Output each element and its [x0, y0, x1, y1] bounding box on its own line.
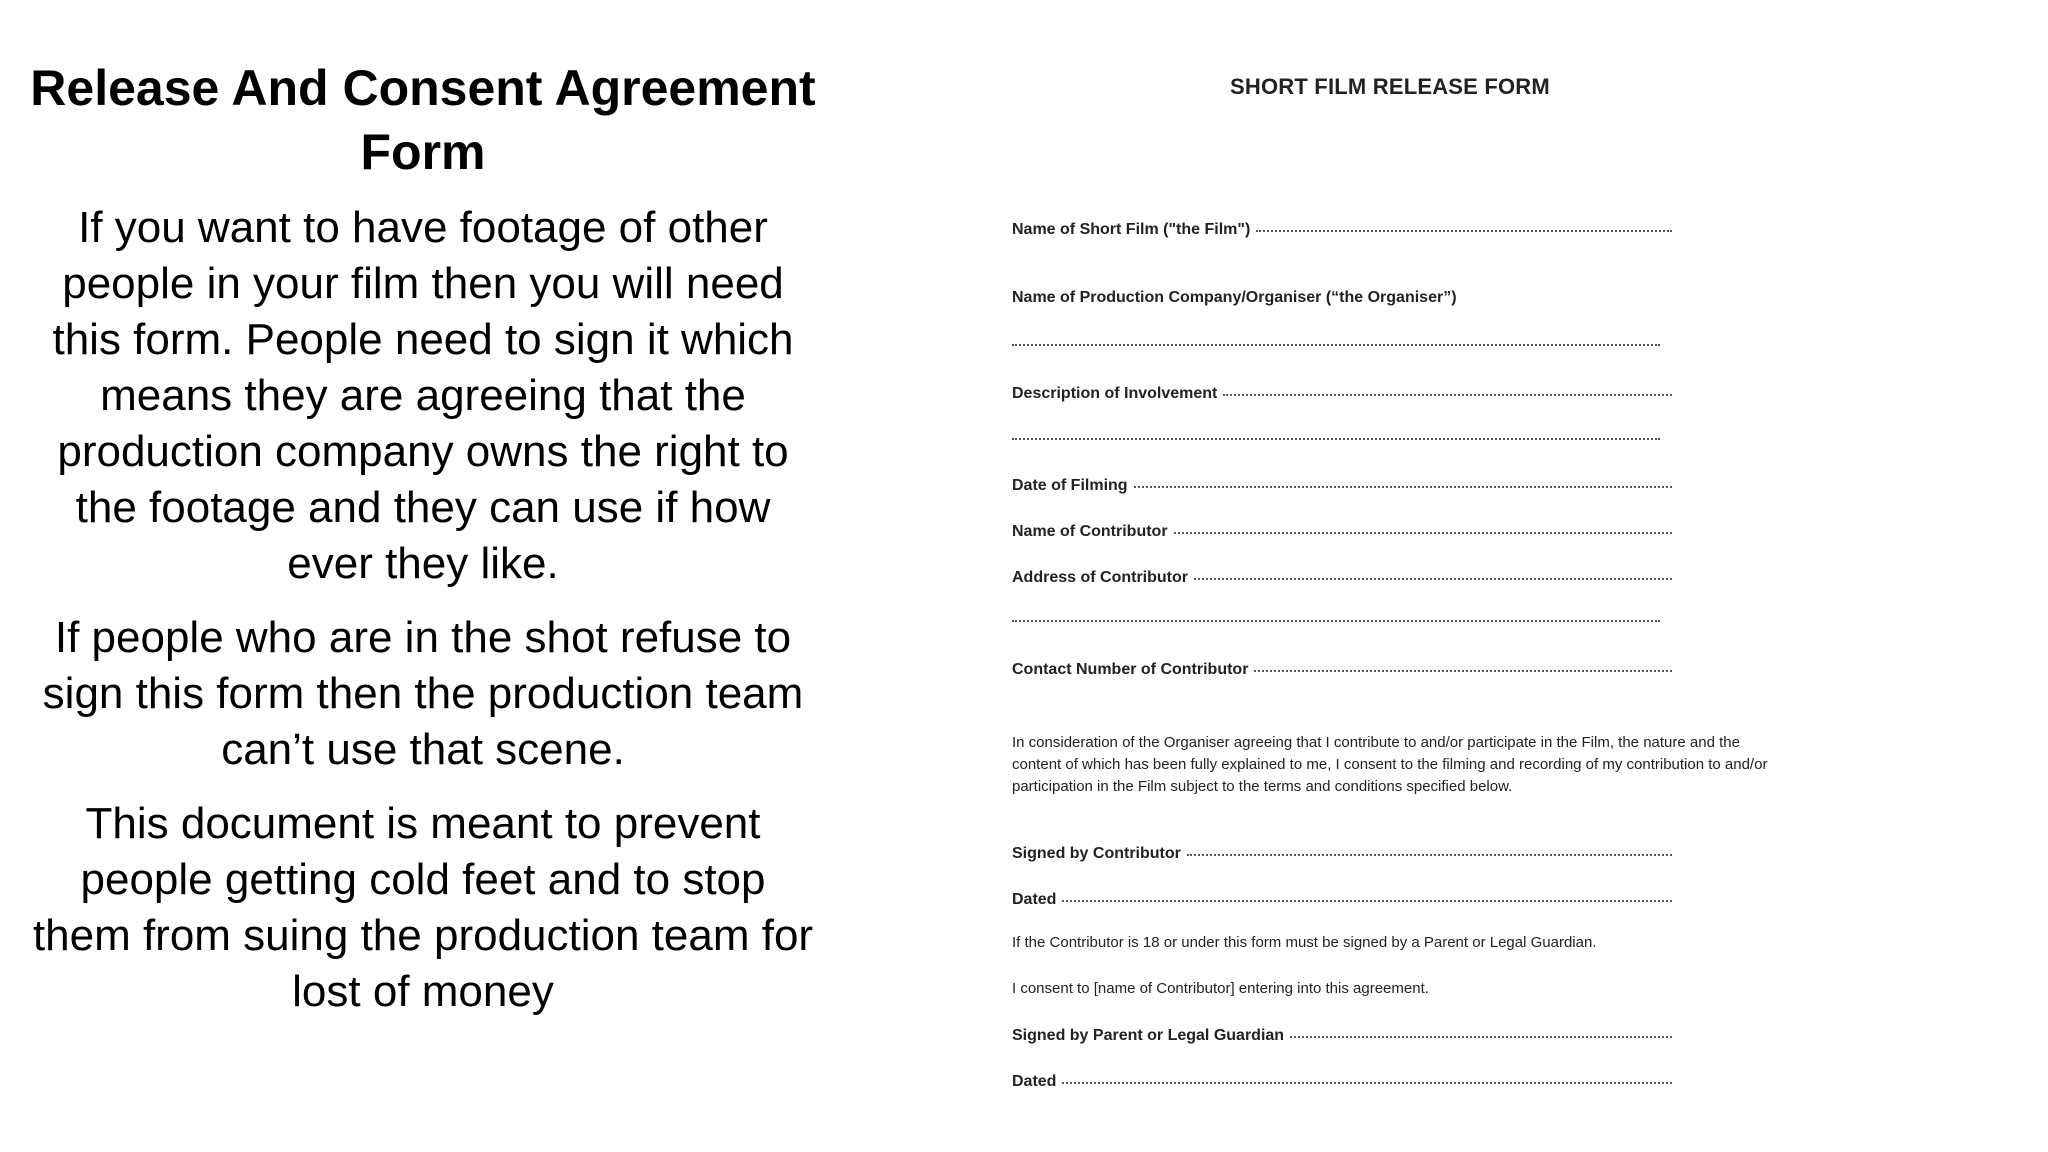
field-label: Dated [1012, 891, 1057, 908]
field-label: Contact Number of Contributor [1012, 661, 1249, 678]
fill-line [1012, 438, 1660, 440]
field-date-filming [1012, 474, 1672, 496]
field-contact-number [1012, 658, 1672, 680]
field-label: Name of Production Company/Organiser (“the Organiser”) [1012, 289, 1457, 306]
fill-line [1174, 520, 1672, 534]
fill-line [1223, 382, 1672, 396]
fill-line [1012, 620, 1660, 622]
field-company [1012, 288, 1672, 308]
field-label: Name of Short Film ("the Film") [1012, 221, 1251, 238]
consent-paragraph: In consideration of the Organiser agreeing that I contribute to and/or participate in the Film, the nature and the content of which has been fully explained to me, I consent to the filming and recording of my contribution to and/or participation in the Film subject to the terms and conditions specified below. [1012, 734, 1768, 795]
slide-title: Release And Consent Agreement Form [30, 60, 816, 180]
slide-text-column [28, 56, 818, 1038]
fill-line [1290, 1024, 1672, 1038]
field-film-name [1012, 218, 1672, 240]
field-contributor-name [1012, 520, 1672, 542]
field-label: Signed by Parent or Legal Guardian [1012, 1027, 1285, 1044]
field-signed-contributor [1012, 842, 1672, 864]
fill-line [1194, 566, 1672, 580]
field-dated-2 [1012, 1070, 1672, 1092]
paragraph-3: This document is meant to prevent people getting cold feet and to stop them from suing the production team for lost of money [32, 799, 814, 1016]
fill-line [1012, 344, 1660, 346]
field-label: Name of Contributor [1012, 523, 1168, 540]
paragraph-2: If people who are in the shot refuse to sign this form then the production team can’t use that scene. [42, 613, 804, 774]
field-dated-1 [1012, 888, 1672, 910]
field-signed-guardian [1012, 1024, 1672, 1046]
release-form-image [990, 40, 1810, 1120]
guardian-note: If the Contributor is 18 or under this form must be signed by a Parent or Legal Guardian. [1012, 934, 1597, 951]
field-label: Address of Contributor [1012, 569, 1188, 586]
field-label: Date of Filming [1012, 477, 1128, 494]
fill-line [1062, 888, 1672, 902]
fill-line [1256, 218, 1672, 232]
field-label: Dated [1012, 1073, 1057, 1090]
fill-line [1062, 1070, 1672, 1084]
fill-line [1134, 474, 1672, 488]
consent-line: I consent to [name of Contributor] entering into this agreement. [1012, 980, 1429, 997]
field-involvement [1012, 382, 1672, 404]
paragraph-1: If you want to have footage of other people in your film then you will need this form. People need to sign it which means they are agreeing that the production company owns the right to the footage and they can use if how ever they like. [52, 203, 794, 588]
fill-line [1187, 842, 1672, 856]
fill-line [1254, 658, 1672, 672]
field-label: Description of Involvement [1012, 385, 1218, 402]
field-label: Signed by Contributor [1012, 845, 1181, 862]
field-contributor-address [1012, 566, 1672, 588]
form-heading: SHORT FILM RELEASE FORM [1230, 74, 1550, 99]
